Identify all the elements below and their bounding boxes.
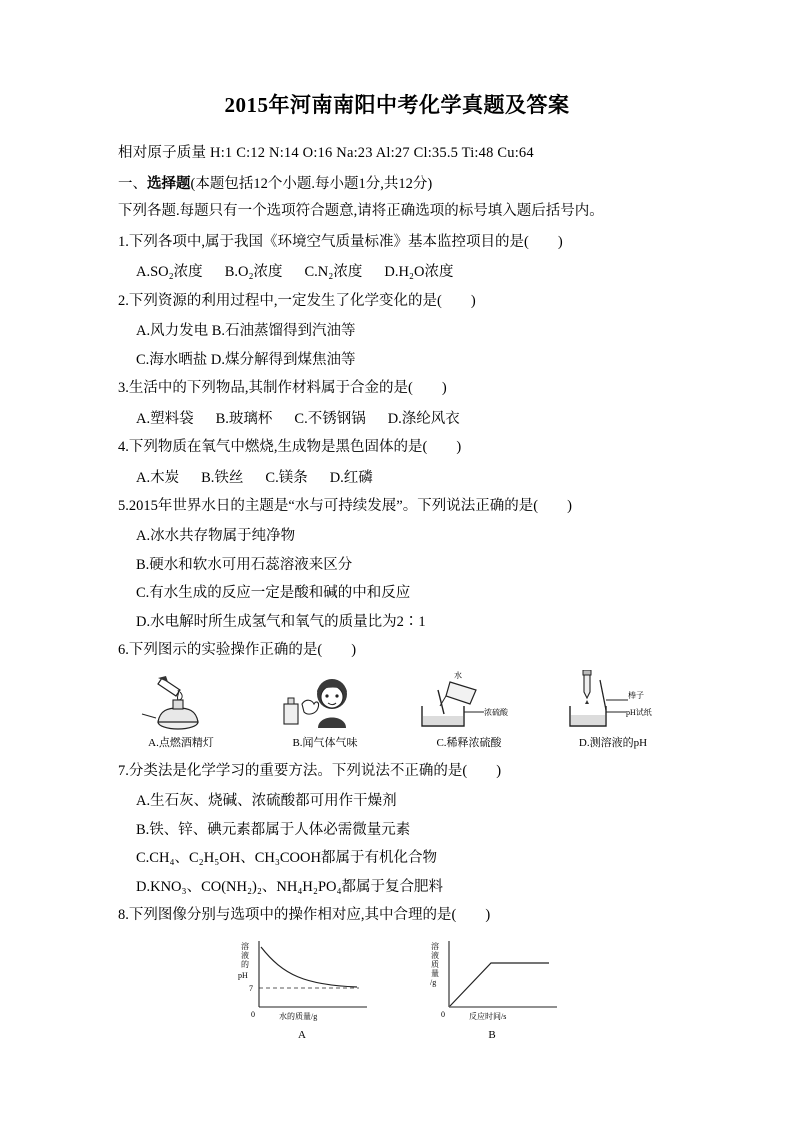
svg-text:pH试纸: pH试纸 [626, 707, 652, 717]
option-3-c: C.不锈钢锅 [294, 410, 366, 427]
question-stem-7: 7.分类法是化学学习的重要方法。下列说法不正确的是( ) [118, 762, 502, 779]
option-4-b: B.铁丝 [201, 469, 244, 486]
svg-text:液: 液 [431, 950, 439, 960]
option-7-c: C.CH₄、C₂H₅OH、CH₃COOH都属于有机化合物 [136, 850, 437, 867]
question-stem-8: 8.下列图像分别与选项中的操作相对应,其中合理的是( ) [118, 907, 491, 924]
svg-text:溶: 溶 [431, 941, 439, 951]
option-7-b: B.铁、锌、碘元素都属于人体必需微量元素 [136, 821, 411, 838]
section-heading [118, 172, 676, 193]
svg-text:/g: /g [430, 977, 437, 987]
question-options-2-line2: C.海水晒盐 D.煤分解得到煤焦油等 [136, 351, 356, 368]
section-heading-bold: 选择题 [147, 176, 191, 193]
question-stem-3: 3.生活中的下列物品,其制作材料属于合金的是( ) [118, 380, 447, 397]
figure-item-a [122, 670, 240, 750]
question-options-1 [136, 261, 676, 283]
chart-a [227, 935, 377, 1041]
option-5-c: C.有水生成的反应一定是酸和碱的中和反应 [136, 585, 411, 602]
option-1-b: B.O₂浓度 [224, 264, 283, 281]
question-stem-4: 4.下列物质在氧气中燃烧,生成物是黑色固体的是( ) [118, 439, 462, 456]
option-4-a: A.木炭 [136, 469, 180, 486]
svg-text:液: 液 [241, 950, 249, 960]
figure-caption-c: C.稀释浓硫酸 [436, 736, 502, 749]
option-3-b: B.玻璃杯 [215, 410, 273, 427]
svg-text:溶: 溶 [241, 941, 249, 951]
option-5-d: D.水电解时所生成氢气和氧气的质量比为2∶1 [136, 613, 426, 630]
option-7-a: A.生石灰、烧碱、浓硫酸都可用作干燥剂 [136, 793, 397, 810]
figure-caption-b: B.闻气体气味 [292, 736, 358, 749]
figure-item-b [266, 670, 384, 750]
figure-caption-a: A.点燃酒精灯 [148, 736, 214, 749]
question-stem-5: 5.2015年世界水日的主题是“水与可持续发展”。下列说法正确的是( ) [118, 497, 572, 514]
svg-text:pH: pH [238, 970, 248, 980]
smelling-gas-icon [266, 670, 384, 732]
option-3-d: D.涤纶风衣 [387, 410, 460, 427]
svg-text:的: 的 [241, 959, 249, 969]
section-heading-suffix: (本题包括12个小题.每小题1分,共12分) [190, 176, 433, 193]
svg-text:质: 质 [431, 959, 439, 969]
question-options-2-line1: A.风力发电 B.石油蒸馏得到汽油等 [136, 323, 356, 340]
chart-b [417, 935, 567, 1041]
svg-text:0: 0 [441, 1009, 445, 1019]
question-stem-2: 2.下列资源的利用过程中,一定发生了化学变化的是( ) [118, 292, 476, 309]
svg-text:0: 0 [251, 1009, 255, 1019]
option-5-a: A.冰水共存物属于纯净物 [136, 528, 296, 545]
page-title: 2015年河南南阳中考化学真题及答案 [224, 93, 570, 117]
question-stem-1: 1.下列各项中,属于我国《环境空气质量标准》基本监控项目的是( ) [118, 233, 563, 250]
option-1-c: C.N₂浓度 [304, 264, 363, 281]
option-1-a: A.SO₂浓度 [136, 264, 203, 281]
svg-text:反应时间/s: 反应时间/s [469, 1011, 507, 1021]
option-3-a: A.塑料袋 [136, 410, 194, 427]
figure-experiment-operations [118, 670, 676, 750]
option-4-d: D.红磷 [329, 469, 373, 486]
figure-caption-d: D.测溶液的pH [578, 736, 648, 749]
section-heading-prefix: 一、 [118, 176, 147, 193]
svg-text:水的质量/g: 水的质量/g [279, 1011, 318, 1021]
ph-test-icon [554, 670, 672, 732]
alcohol-lamp-icon [122, 670, 240, 732]
figure-item-d [554, 670, 672, 750]
option-1-d: D.H₂O浓度 [384, 264, 454, 281]
svg-text:量: 量 [431, 968, 439, 978]
svg-text:棒子: 棒子 [628, 690, 644, 700]
question-options-4 [136, 467, 676, 489]
svg-text:浓硫酸: 浓硫酸 [484, 707, 508, 717]
svg-text:水: 水 [454, 670, 462, 680]
figure-graphs [118, 935, 676, 1041]
option-4-c: C.镁条 [265, 469, 308, 486]
question-stem-6: 6.下列图示的实验操作正确的是( ) [118, 642, 357, 659]
dilute-sulfuric-acid-icon [410, 670, 528, 732]
figure-item-c [410, 670, 528, 750]
section-instruction: 下列各题.每题只有一个选项符合题意,请将正确选项的标号填入题后括号内。 [118, 203, 604, 220]
chart-b-label: B [488, 1028, 496, 1041]
atomic-mass-line: 相对原子质量 H:1 C:12 N:14 O:16 Na:23 Al:27 Cl:35.5 Ti:48 Cu:64 [118, 145, 534, 162]
question-options-3 [136, 408, 676, 430]
option-5-b: B.硬水和软水可用石蕊溶液来区分 [136, 556, 353, 573]
option-7-d: D.KNO₃、CO(NH₂)₂、NH₄H₂PO₄都属于复合肥料 [136, 878, 444, 895]
chart-a-label: A [298, 1028, 306, 1041]
svg-text:7: 7 [249, 983, 253, 993]
